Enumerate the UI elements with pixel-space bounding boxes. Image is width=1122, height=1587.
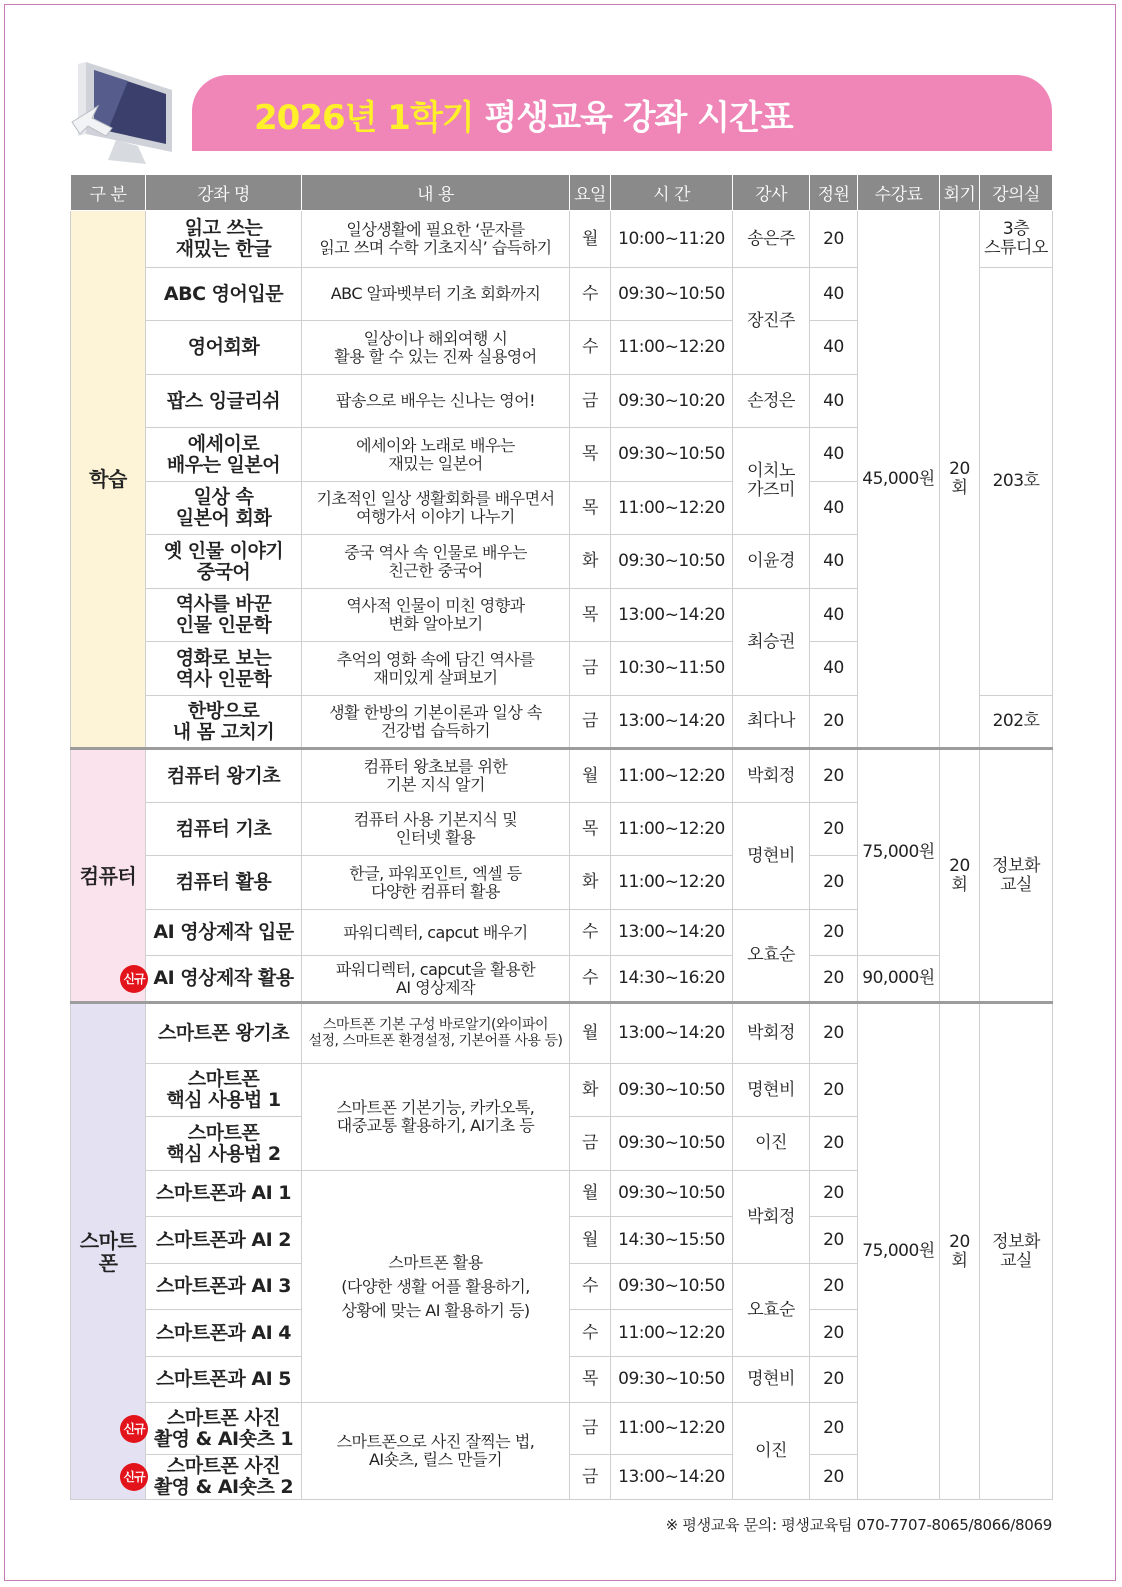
course-time: 09:30~10:50 (611, 1064, 733, 1117)
course-name: 스마트폰과 AI 2 (146, 1217, 302, 1264)
course-content: 일상생활에 필요한 ‘문자를 읽고 쓰며 수학 기초지식’ 습득하기 (302, 211, 570, 268)
section-label-smartphone: 스마트 폰 (71, 1003, 146, 1500)
course-capacity: 40 (810, 321, 858, 375)
course-day: 월 (570, 749, 611, 803)
course-time: 13:00~14:20 (611, 1003, 733, 1064)
course-content: 일상이나 해외여행 시 활용 할 수 있는 진짜 실용영어 (302, 321, 570, 375)
course-sessions: 20회 (940, 211, 980, 749)
course-name: 읽고 쓰는 재밌는 한글 (146, 211, 302, 268)
course-time: 09:30~10:20 (611, 375, 733, 428)
course-capacity: 20 (810, 956, 858, 1003)
course-day: 금 (570, 1455, 611, 1500)
course-name: 스마트폰 핵심 사용법 1 (146, 1064, 302, 1117)
header-cell: 강의실 (980, 175, 1053, 211)
course-capacity: 40 (810, 589, 858, 642)
course-time: 13:00~14:20 (611, 910, 733, 956)
course-teacher: 이진 (733, 1403, 810, 1500)
course-teacher: 박회정 (733, 1003, 810, 1064)
new-badge: 신규 (120, 1463, 148, 1491)
course-day: 목 (570, 589, 611, 642)
course-capacity: 20 (810, 1003, 858, 1064)
course-name: 일상 속 일본어 회화 (146, 482, 302, 535)
course-teacher: 명현비 (733, 1064, 810, 1117)
course-capacity: 20 (810, 211, 858, 268)
course-name: 신규 스마트폰 사진 촬영 & AI숏츠 2 (146, 1455, 302, 1500)
course-capacity: 40 (810, 375, 858, 428)
course-name: AI 영상제작 입문 (146, 910, 302, 956)
footer-contact: ※ 평생교육 문의: 평생교육팀 070-7707-8065/8066/8069 (665, 1516, 1052, 1534)
course-time: 09:30~10:50 (611, 428, 733, 482)
course-time: 14:30~16:20 (611, 956, 733, 1003)
course-time: 11:00~12:20 (611, 482, 733, 535)
course-content: 한글, 파워포인트, 엑셀 등 다양한 컴퓨터 활용 (302, 856, 570, 910)
course-fee: 45,000원 (858, 211, 940, 749)
course-sessions: 20회 (940, 1003, 980, 1500)
course-day: 목 (570, 1357, 611, 1403)
course-time: 13:00~14:20 (611, 696, 733, 749)
course-fee: 75,000원 (858, 1003, 940, 1500)
course-teacher: 장진주 (733, 268, 810, 375)
course-content: 역사적 인물이 미친 영향과 변화 알아보기 (302, 589, 570, 642)
course-day: 수 (570, 956, 611, 1003)
course-teacher: 송은주 (733, 211, 810, 268)
course-day: 수 (570, 1264, 611, 1310)
course-day: 월 (570, 1003, 611, 1064)
course-time: 13:00~14:20 (611, 1455, 733, 1500)
course-teacher: 이윤경 (733, 535, 810, 589)
course-content: 파워디렉터, capcut 배우기 (302, 910, 570, 956)
course-name: 영화로 보는 역사 인문학 (146, 642, 302, 696)
course-capacity: 20 (810, 1403, 858, 1455)
computer-monitor-icon (68, 56, 178, 168)
course-content: 스마트폰 활용 (다양한 생활 어플 활용하기, 상황에 맞는 AI 활용하기 등) (302, 1171, 570, 1403)
course-day: 금 (570, 642, 611, 696)
course-content: 파워디렉터, capcut을 활용한 AI 영상제작 (302, 956, 570, 1003)
course-capacity: 20 (810, 1117, 858, 1171)
header-cell: 구 분 (71, 175, 146, 211)
course-name: 스마트폰과 AI 4 (146, 1310, 302, 1357)
course-time: 09:30~10:50 (611, 1264, 733, 1310)
course-teacher: 손정은 (733, 375, 810, 428)
course-capacity: 40 (810, 482, 858, 535)
table-row (71, 956, 1053, 1003)
course-name: 한방으로 내 몸 고치기 (146, 696, 302, 749)
course-content: 컴퓨터 사용 기본지식 및 인터넷 활용 (302, 803, 570, 856)
course-time: 14:30~15:50 (611, 1217, 733, 1264)
course-capacity: 20 (810, 1357, 858, 1403)
header-row (71, 175, 1053, 211)
course-teacher: 이진 (733, 1117, 810, 1171)
table-row (71, 211, 1053, 268)
course-sessions: 20회 (940, 749, 980, 1003)
table-row (71, 749, 1053, 803)
course-time: 11:00~12:20 (611, 1403, 733, 1455)
course-time: 11:00~12:20 (611, 749, 733, 803)
page-title: 2026년 1학기 평생교육 강좌 시간표 (254, 98, 793, 138)
course-content: 스마트폰으로 사진 잘찍는 법, AI숏츠, 릴스 만들기 (302, 1403, 570, 1500)
course-room: 202호 (980, 696, 1053, 749)
course-day: 수 (570, 1310, 611, 1357)
course-capacity: 40 (810, 535, 858, 589)
course-time: 11:00~12:20 (611, 1310, 733, 1357)
course-day: 금 (570, 1117, 611, 1171)
course-fee: 75,000원 (858, 749, 940, 956)
course-day: 목 (570, 482, 611, 535)
course-name: 영어회화 (146, 321, 302, 375)
course-name: 팝스 잉글리쉬 (146, 375, 302, 428)
course-teacher: 명현비 (733, 803, 810, 910)
course-teacher: 오효순 (733, 1264, 810, 1357)
course-teacher: 최다나 (733, 696, 810, 749)
course-day: 화 (570, 535, 611, 589)
course-content: 스마트폰 기본 구성 바로알기(와이파이 설정, 스마트폰 환경설정, 기본어플 사용 등) (302, 1003, 570, 1064)
course-timetable (70, 174, 1053, 1500)
course-content: 생활 한방의 기본이론과 일상 속 건강법 습득하기 (302, 696, 570, 749)
course-time: 11:00~12:20 (611, 803, 733, 856)
course-day: 목 (570, 428, 611, 482)
course-time: 10:00~11:20 (611, 211, 733, 268)
course-name: 스마트폰과 AI 1 (146, 1171, 302, 1217)
course-day: 수 (570, 910, 611, 956)
course-time: 13:00~14:20 (611, 589, 733, 642)
course-time: 09:30~10:50 (611, 535, 733, 589)
course-teacher: 이치노 가즈미 (733, 428, 810, 535)
course-content: 에세이와 노래로 배우는 재밌는 일본어 (302, 428, 570, 482)
course-teacher: 명현비 (733, 1357, 810, 1403)
header-cell: 정원 (810, 175, 858, 211)
header-cell: 시 간 (611, 175, 733, 211)
course-capacity: 20 (810, 749, 858, 803)
course-name: 스마트폰과 AI 3 (146, 1264, 302, 1310)
course-time: 09:30~10:50 (611, 1357, 733, 1403)
course-room: 203호 (980, 268, 1053, 696)
course-room: 3층 스튜디오 (980, 211, 1053, 268)
course-capacity: 20 (810, 1217, 858, 1264)
course-capacity: 20 (810, 910, 858, 956)
course-fee: 90,000원 (858, 956, 940, 1003)
course-capacity: 20 (810, 1310, 858, 1357)
course-room: 정보화 교실 (980, 1003, 1053, 1500)
course-day: 화 (570, 856, 611, 910)
header-cell: 수강료 (858, 175, 940, 211)
course-time: 09:30~10:50 (611, 268, 733, 321)
course-day: 금 (570, 696, 611, 749)
course-name: 컴퓨터 기초 (146, 803, 302, 856)
course-name: 스마트폰 핵심 사용법 2 (146, 1117, 302, 1171)
course-capacity: 20 (810, 856, 858, 910)
course-room: 정보화 교실 (980, 749, 1053, 1003)
course-day: 목 (570, 803, 611, 856)
new-badge: 신규 (120, 965, 148, 993)
new-badge: 신규 (120, 1415, 148, 1443)
course-name: 에세이로 배우는 일본어 (146, 428, 302, 482)
header-cell: 강사 (733, 175, 810, 211)
course-capacity: 20 (810, 1264, 858, 1310)
course-content: 스마트폰 기본기능, 카카오톡, 대중교통 활용하기, AI기초 등 (302, 1064, 570, 1171)
course-day: 수 (570, 268, 611, 321)
header-cell: 내 용 (302, 175, 570, 211)
course-day: 월 (570, 211, 611, 268)
course-teacher: 오효순 (733, 910, 810, 1003)
course-name: ABC 영어입문 (146, 268, 302, 321)
header-cell: 회기 (940, 175, 980, 211)
course-teacher: 박회정 (733, 749, 810, 803)
course-capacity: 20 (810, 1064, 858, 1117)
course-name: 역사를 바꾼 인물 인문학 (146, 589, 302, 642)
course-time: 09:30~10:50 (611, 1117, 733, 1171)
course-content: 추억의 영화 속에 담긴 역사를 재미있게 살펴보기 (302, 642, 570, 696)
course-capacity: 40 (810, 642, 858, 696)
course-day: 화 (570, 1064, 611, 1117)
course-day: 월 (570, 1171, 611, 1217)
course-capacity: 40 (810, 268, 858, 321)
course-name: 스마트폰과 AI 5 (146, 1357, 302, 1403)
course-capacity: 40 (810, 428, 858, 482)
course-content: ABC 알파벳부터 기초 회화까지 (302, 268, 570, 321)
course-name: 옛 인물 이야기 중국어 (146, 535, 302, 589)
course-content: 중국 역사 속 인물로 배우는 친근한 중국어 (302, 535, 570, 589)
course-teacher: 박회정 (733, 1171, 810, 1264)
course-teacher: 최승권 (733, 589, 810, 696)
section-label-computer: 컴퓨터 (71, 749, 146, 1003)
course-capacity: 20 (810, 1171, 858, 1217)
course-name: 컴퓨터 활용 (146, 856, 302, 910)
course-day: 금 (570, 1403, 611, 1455)
course-content: 기초적인 일상 생활회화를 배우면서 여행가서 이야기 나누기 (302, 482, 570, 535)
course-name: 스마트폰 왕기초 (146, 1003, 302, 1064)
course-name: 컴퓨터 왕기초 (146, 749, 302, 803)
course-time: 11:00~12:20 (611, 856, 733, 910)
course-time: 09:30~10:50 (611, 1171, 733, 1217)
table-row (71, 1003, 1053, 1064)
header-cell: 요일 (570, 175, 611, 211)
course-name: 신규 스마트폰 사진 촬영 & AI숏츠 1 (146, 1403, 302, 1455)
course-content: 컴퓨터 왕초보를 위한 기본 지식 알기 (302, 749, 570, 803)
course-time: 11:00~12:20 (611, 321, 733, 375)
course-capacity: 20 (810, 1455, 858, 1500)
course-name: 신규 AI 영상제작 활용 (146, 956, 302, 1003)
section-label-learning: 학습 (71, 211, 146, 749)
course-day: 금 (570, 375, 611, 428)
course-day: 수 (570, 321, 611, 375)
course-capacity: 20 (810, 803, 858, 856)
course-capacity: 20 (810, 696, 858, 749)
course-time: 10:30~11:50 (611, 642, 733, 696)
header-cell: 강좌 명 (146, 175, 302, 211)
course-day: 월 (570, 1217, 611, 1264)
course-content: 팝송으로 배우는 신나는 영어! (302, 375, 570, 428)
